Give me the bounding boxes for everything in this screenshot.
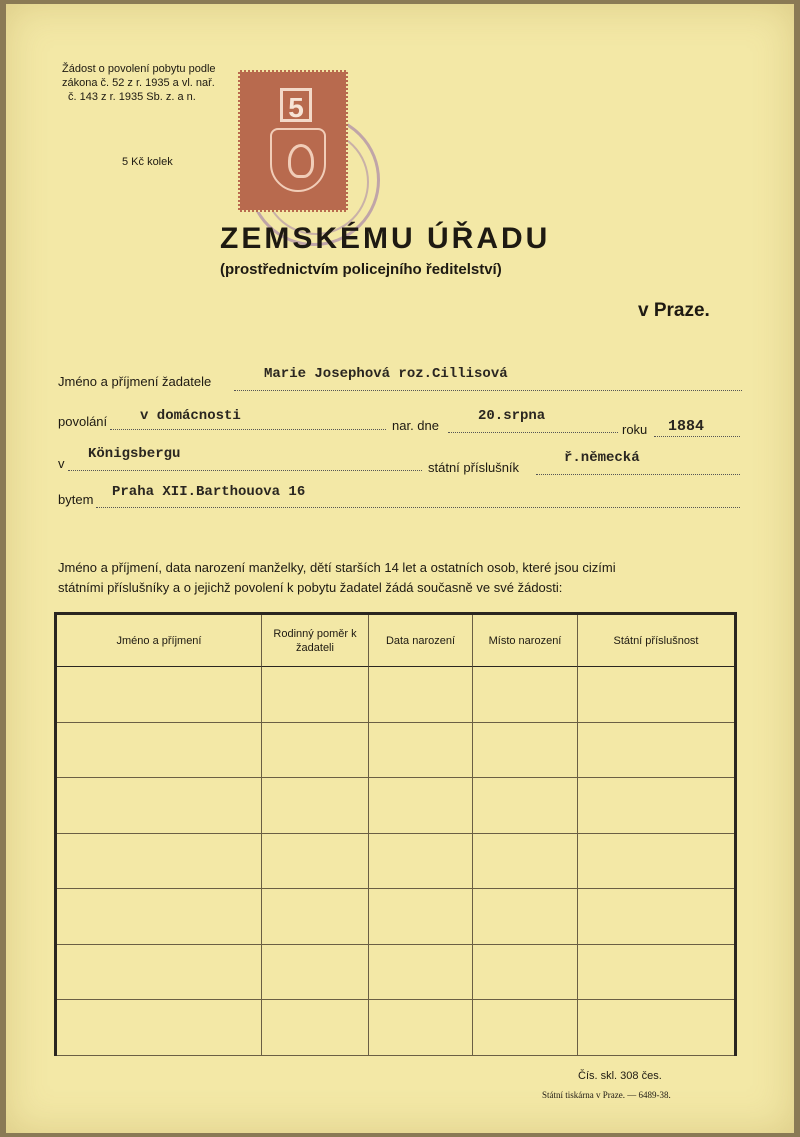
lion-crest-icon	[270, 128, 326, 192]
office-place: v Praze.	[638, 300, 710, 321]
table-cell[interactable]	[369, 1000, 473, 1056]
table-header-birthplace: Místo narození	[473, 615, 578, 667]
table-cell[interactable]	[57, 889, 262, 945]
legal-note-line-2: zákona č. 52 z r. 1935 a vl. nař.	[62, 77, 215, 89]
instructions-line-1: Jméno a příjmení, data narození manželky, dětí starších 14 let a ostatních osob, které jsou cizími	[58, 560, 616, 575]
table-cell[interactable]	[57, 723, 262, 779]
table-header-name: Jméno a příjmení	[57, 615, 262, 667]
table-cell[interactable]	[57, 1000, 262, 1056]
stamp-label: 5 Kč kolek	[122, 156, 173, 168]
table-cell[interactable]	[578, 889, 734, 945]
table-cell[interactable]	[262, 834, 369, 890]
year-label: roku	[622, 422, 648, 437]
name-line	[234, 390, 742, 391]
table-cell[interactable]	[473, 667, 578, 723]
table-cell[interactable]	[262, 1000, 369, 1056]
name-label: Jméno a příjmení žadatele	[58, 374, 212, 389]
table-cell[interactable]	[578, 667, 734, 723]
legal-note-line-3: č. 143 z r. 1935 Sb. z. a n.	[68, 91, 196, 103]
legal-note-line-1: Žádost o povolení pobytu podle	[62, 63, 216, 75]
residence-line	[96, 507, 740, 508]
year-value[interactable]: 1884	[668, 418, 705, 435]
page-title: ZEMSKÉMU ÚŘADU	[220, 222, 551, 255]
occupation-label: povolání	[58, 414, 108, 429]
occupation-line	[110, 429, 386, 430]
birthplace-line	[68, 470, 422, 471]
table-cell[interactable]	[369, 723, 473, 779]
born-label: nar. dne	[392, 418, 439, 433]
table-cell[interactable]	[473, 723, 578, 779]
table-cell[interactable]	[369, 834, 473, 890]
table-header-relation: Rodinný poměr k žadateli	[262, 615, 369, 667]
table-cell[interactable]	[57, 945, 262, 1001]
table-cell[interactable]	[57, 778, 262, 834]
table-cell[interactable]	[262, 778, 369, 834]
table-cell[interactable]	[262, 889, 369, 945]
table-cell[interactable]	[578, 778, 734, 834]
birthplace-value[interactable]: Königsbergu	[88, 446, 181, 462]
table-cell[interactable]	[473, 834, 578, 890]
born-line	[448, 432, 618, 433]
revenue-stamp-icon	[238, 70, 348, 212]
citizenship-value[interactable]: ř.německá	[564, 450, 640, 466]
residence-label: bytem	[58, 492, 94, 507]
form-sheet	[6, 4, 794, 1133]
born-value[interactable]: 20.srpna	[478, 408, 546, 424]
residence-value[interactable]: Praha XII.Barthouova 16	[112, 484, 306, 500]
table-cell[interactable]	[578, 1000, 734, 1056]
table-cell[interactable]	[262, 723, 369, 779]
table-cell[interactable]	[57, 834, 262, 890]
form-number: Čís. skl. 308 čes.	[578, 1070, 662, 1082]
table-cell[interactable]	[369, 889, 473, 945]
citizenship-label: státní příslušník	[428, 460, 520, 475]
table-cell[interactable]	[369, 667, 473, 723]
citizenship-line	[536, 474, 740, 475]
dependents-table	[54, 612, 737, 1056]
birthplace-label: v	[58, 456, 65, 471]
table-cell[interactable]	[578, 945, 734, 1001]
table-cell[interactable]	[262, 667, 369, 723]
table-cell[interactable]	[262, 945, 369, 1001]
table-cell[interactable]	[473, 1000, 578, 1056]
table-cell[interactable]	[473, 778, 578, 834]
page-subtitle: (prostřednictvím policejního ředitelství)	[220, 261, 502, 278]
table-cell[interactable]	[473, 889, 578, 945]
instructions-line-2: státními příslušníky a o jejichž povolení k pobytu žadatel žádá současně ve své žádosti:	[58, 580, 563, 595]
table-cell[interactable]	[578, 834, 734, 890]
table-cell[interactable]	[369, 778, 473, 834]
table-cell[interactable]	[578, 723, 734, 779]
table-cell[interactable]	[473, 945, 578, 1001]
printer-imprint: Státní tiskárna v Praze. — 6489-38.	[542, 1090, 671, 1100]
year-line	[654, 436, 740, 437]
table-cell[interactable]	[369, 945, 473, 1001]
occupation-value[interactable]: v domácnosti	[140, 408, 241, 424]
table-cell[interactable]	[57, 667, 262, 723]
table-header-citizenship: Státní příslušnost	[578, 615, 734, 667]
name-value[interactable]: Marie Josephová roz.Cillisová	[264, 366, 508, 382]
stamp-value: 5	[280, 88, 312, 122]
table-header-birthdate: Data narození	[369, 615, 473, 667]
